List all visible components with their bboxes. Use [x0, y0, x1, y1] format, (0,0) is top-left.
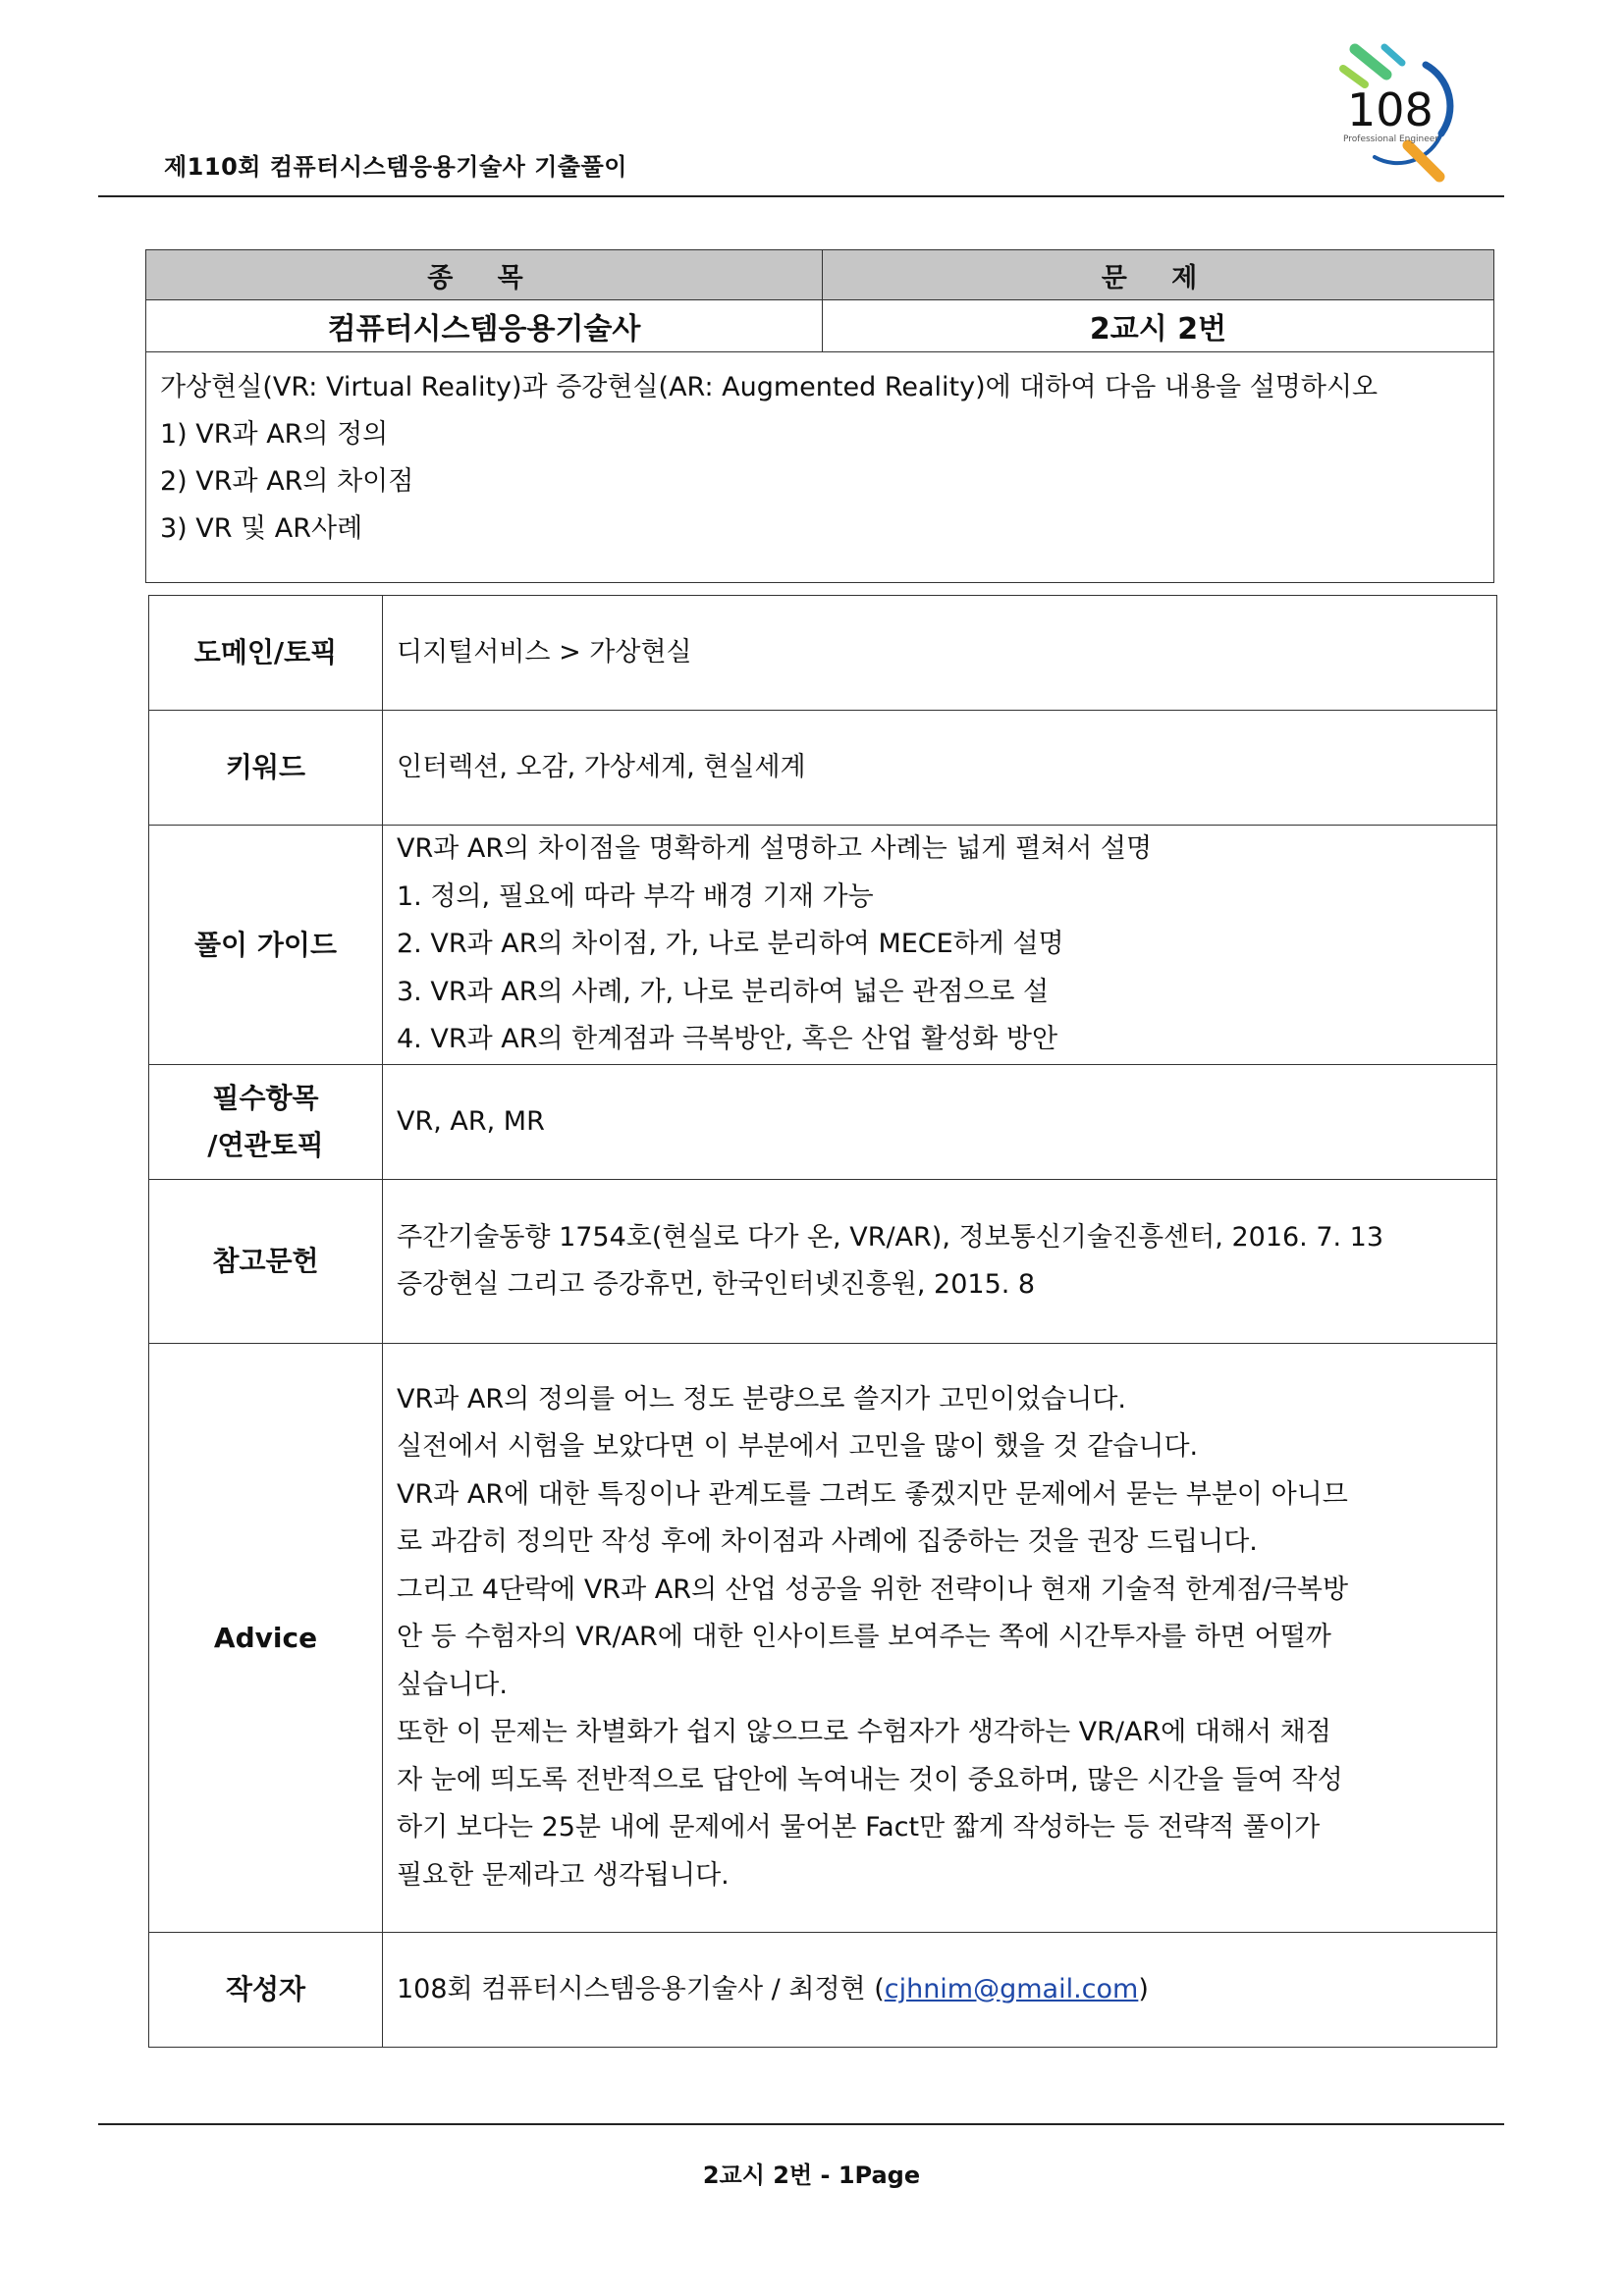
references-label: 참고문헌: [149, 1180, 383, 1344]
pe-108-logo: [1316, 39, 1483, 187]
question-line: 3) VR 및 AR사례: [160, 513, 363, 544]
reference-line: 주간기술동향 1754호(현실로 다가 온, VR/AR), 정보통신기술진흥센터, 2016. 7. 13: [397, 1221, 1384, 1253]
header-divider: [98, 195, 1504, 197]
required-label-line1: 필수항목: [212, 1082, 319, 1114]
domain-value: 디지털서비스 > 가상현실: [383, 596, 1497, 711]
guide-value: [383, 826, 1497, 1065]
advice-line: 또한 이 문제는 차별화가 쉽지 않으므로 수험자가 생각하는 VR/AR에 대해서 채점: [397, 1717, 1331, 1748]
required-label-line2: /연관토픽: [207, 1129, 324, 1161]
author-text: 108회 컴퓨터시스템응용기술사 / 최정현 (: [397, 1973, 885, 2004]
advice-line: VR과 AR에 대한 특징이나 관계도를 그려도 좋겠지만 문제에서 묻는 부분이 아니므: [397, 1478, 1348, 1510]
document-header-title: 제110회 컴퓨터시스템응용기술사 기출풀이: [164, 153, 627, 181]
required-value: VR, AR, MR: [383, 1065, 1497, 1180]
author-text-suffix: ): [1138, 1973, 1149, 2004]
author-email-link[interactable]: cjhnim@gmail.com: [884, 1973, 1139, 2004]
author-value: [383, 1933, 1497, 2048]
advice-line: 안 등 수험자의 VR/AR에 대한 인사이트를 보여주는 쪽에 시간투자를 하면 어떨까: [397, 1622, 1331, 1653]
advice-line: 싶습니다.: [397, 1669, 508, 1700]
author-label: 작성자: [149, 1933, 383, 2048]
advice-line: 필요한 문제라고 생각됩니다.: [397, 1859, 730, 1891]
advice-line: 자 눈에 띄도록 전반적으로 답안에 녹여내는 것이 중요하며, 많은 시간을 들여 작성: [397, 1764, 1343, 1795]
keywords-label: 키워드: [149, 711, 383, 826]
advice-value: [383, 1344, 1497, 1933]
advice-label: Advice: [149, 1344, 383, 1933]
guide-label: 풀이 가이드: [149, 826, 383, 1065]
exam-info-table: [145, 249, 1494, 583]
guide-line: 2. VR과 AR의 차이점, 가, 나로 분리하여 MECE하게 설명: [397, 929, 1064, 960]
question-line: 2) VR과 AR의 차이점: [160, 466, 414, 497]
guide-line: 1. 정의, 필요에 따라 부각 배경 기재 가능: [397, 881, 874, 912]
guide-line: 3. VR과 AR의 사례, 가, 나로 분리하여 넓은 관점으로 설: [397, 976, 1050, 1007]
guide-line: 4. VR과 AR의 한계점과 극복방안, 혹은 산업 활성화 방안: [397, 1024, 1058, 1055]
references-value: [383, 1180, 1497, 1344]
solution-info-table: [148, 595, 1497, 2048]
question-line: 가상현실(VR: Virtual Reality)과 증강현실(AR: Augmented Reality)에 대하여 다음 내용을 설명하시오: [160, 372, 1379, 402]
keywords-value: 인터렉션, 오감, 가상세계, 현실세계: [383, 711, 1497, 826]
footer-divider: [98, 2123, 1504, 2125]
domain-label: 도메인/토픽: [149, 596, 383, 711]
svg-text:Professional Engineer: Professional Engineer: [1343, 134, 1439, 144]
advice-line: 실전에서 시험을 보았다면 이 부분에서 고민을 많이 했을 것 같습니다.: [397, 1431, 1199, 1463]
question-column-header: 문 제: [823, 250, 1494, 300]
subject-value: 컴퓨터시스템응용기술사: [146, 300, 823, 352]
advice-line: 하기 보다는 25분 내에 문제에서 물어본 Fact만 짧게 작성하는 등 전략적 풀이가: [397, 1812, 1321, 1843]
advice-line: VR과 AR의 정의를 어느 정도 분량으로 쓸지가 고민이었습니다.: [397, 1383, 1127, 1415]
question-line: 1) VR과 AR의 정의: [160, 419, 389, 450]
advice-line: 로 과감히 정의만 작성 후에 차이점과 사례에 집중하는 것을 권장 드립니다.: [397, 1526, 1258, 1558]
advice-line: 그리고 4단락에 VR과 AR의 산업 성공을 위한 전략이나 현재 기술적 한계점/극복방: [397, 1574, 1349, 1605]
question-number: 2교시 2번: [823, 300, 1494, 352]
guide-line: VR과 AR의 차이점을 명확하게 설명하고 사례는 넓게 펼쳐서 설명: [397, 833, 1153, 865]
svg-text:108: 108: [1347, 83, 1434, 136]
question-text: [146, 352, 1494, 583]
required-label: [149, 1065, 383, 1180]
reference-line: 증강현실 그리고 증강휴먼, 한국인터넷진흥원, 2015. 8: [397, 1269, 1036, 1300]
page-footer: 2교시 2번 - 1Page: [702, 2162, 921, 2189]
subject-column-header: 종 목: [146, 250, 823, 300]
